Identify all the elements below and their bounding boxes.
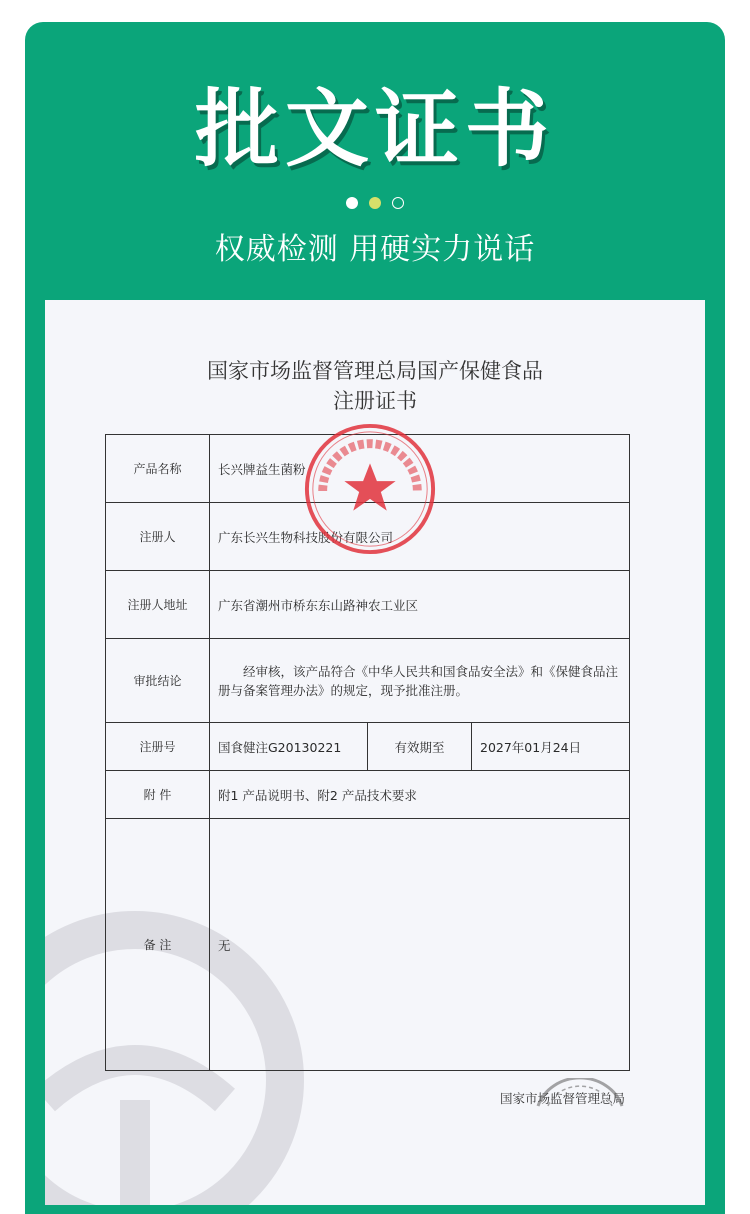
certificate-title: 国家市场监督管理总局国产保健食品 [207, 359, 543, 383]
value-registration-no: 国食健注G20130221 [210, 723, 368, 771]
dot-indicator [392, 197, 404, 209]
certificate-document [45, 300, 705, 1205]
value-approval-conclusion: 经审核，该产品符合《中华人民共和国食品安全法》和《保健食品注册与备案管理办法》的规定，现予批准注册。 [210, 639, 630, 723]
certificate-subtitle: 注册证书 [333, 389, 417, 413]
value-attachments: 附1 产品说明书、附2 产品技术要求 [210, 771, 630, 819]
label-validity: 有效期至 [368, 723, 472, 771]
value-registrant: 广东长兴生物科技股份有限公司 [210, 503, 630, 571]
issuer-seal-stamp-icon [534, 1078, 626, 1108]
label-product-name: 产品名称 [106, 435, 210, 503]
table-row [106, 571, 630, 639]
value-product-name: 长兴牌益生菌粉 [210, 435, 630, 503]
label-registrant: 注册人 [106, 503, 210, 571]
carousel-dots [0, 197, 750, 209]
label-approval-conclusion: 审批结论 [106, 639, 210, 723]
value-registrant-address: 广东省潮州市桥东东山路神农工业区 [210, 571, 630, 639]
label-registration-no: 注册号 [106, 723, 210, 771]
issuer-name: 国家市场监督管理总局 [500, 1091, 626, 1106]
page-title: 批文证书 [194, 80, 555, 178]
label-registrant-address: 注册人地址 [106, 571, 210, 639]
value-validity: 2027年01月24日 [472, 723, 630, 771]
table-row [106, 723, 630, 771]
label-remarks: 备 注 [106, 819, 210, 1071]
table-row [106, 819, 630, 1071]
company-seal-stamp-icon [301, 420, 439, 558]
page-subtitle: 权威检测 用硬实力说话 [214, 232, 536, 267]
dot-indicator [346, 197, 358, 209]
value-remarks: 无 [210, 819, 630, 1071]
label-attachments: 附 件 [106, 771, 210, 819]
dot-indicator-active [369, 197, 381, 209]
table-row [106, 771, 630, 819]
table-row [106, 639, 630, 723]
